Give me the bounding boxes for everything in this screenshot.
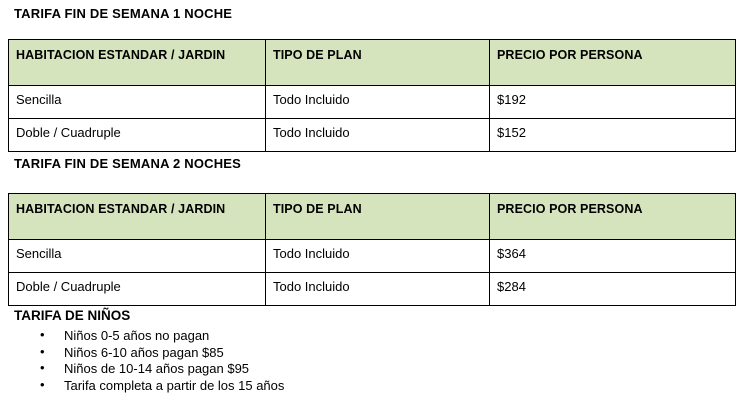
- children-rates-list: [40, 328, 742, 394]
- table-header-cell: PRECIO POR PERSONA: [490, 40, 736, 86]
- table-row: [9, 119, 736, 152]
- rates-table-weekend-1-night: [8, 39, 736, 152]
- section-title-weekend-1-night: TARIFA FIN DE SEMANA 1 NOCHE: [14, 6, 233, 21]
- plan-type-cell: Todo Incluido: [266, 273, 490, 306]
- table-row: [9, 86, 736, 119]
- price-cell: $284: [490, 273, 736, 306]
- table-header-row: [9, 194, 736, 240]
- table-header-row: [9, 40, 736, 86]
- table-header-cell: TIPO DE PLAN: [266, 40, 490, 86]
- section-title-weekend-2-nights: TARIFA FIN DE SEMANA 2 NOCHES: [14, 156, 242, 171]
- table-header-cell: HABITACION ESTANDAR / JARDIN: [9, 40, 266, 86]
- rates-table-weekend-2-nights: [8, 193, 736, 306]
- room-type-cell: Sencilla: [9, 240, 266, 273]
- plan-type-cell: Todo Incluido: [266, 240, 490, 273]
- children-rates-title: TARIFA DE NIÑOS: [14, 308, 131, 323]
- price-cell: $364: [490, 240, 736, 273]
- plan-type-cell: Todo Incluido: [266, 86, 490, 119]
- room-type-cell: Sencilla: [9, 86, 266, 119]
- list-item: • Niños 6-10 años pagan $85: [40, 345, 742, 362]
- table-header-cell: PRECIO POR PERSONA: [490, 194, 736, 240]
- list-item: • Niños 0-5 años no pagan: [40, 328, 742, 345]
- table-row: [9, 240, 736, 273]
- room-type-cell: Doble / Cuadruple: [9, 119, 266, 152]
- table-row: [9, 273, 736, 306]
- plan-type-cell: Todo Incluido: [266, 119, 490, 152]
- list-item: • Tarifa completa a partir de los 15 años: [40, 378, 742, 395]
- price-cell: $152: [490, 119, 736, 152]
- list-item: • Niños de 10-14 años pagan $95: [40, 361, 742, 378]
- table-header-cell: TIPO DE PLAN: [266, 194, 490, 240]
- price-cell: $192: [490, 86, 736, 119]
- room-type-cell: Doble / Cuadruple: [9, 273, 266, 306]
- table-header-cell: HABITACION ESTANDAR / JARDIN: [9, 194, 266, 240]
